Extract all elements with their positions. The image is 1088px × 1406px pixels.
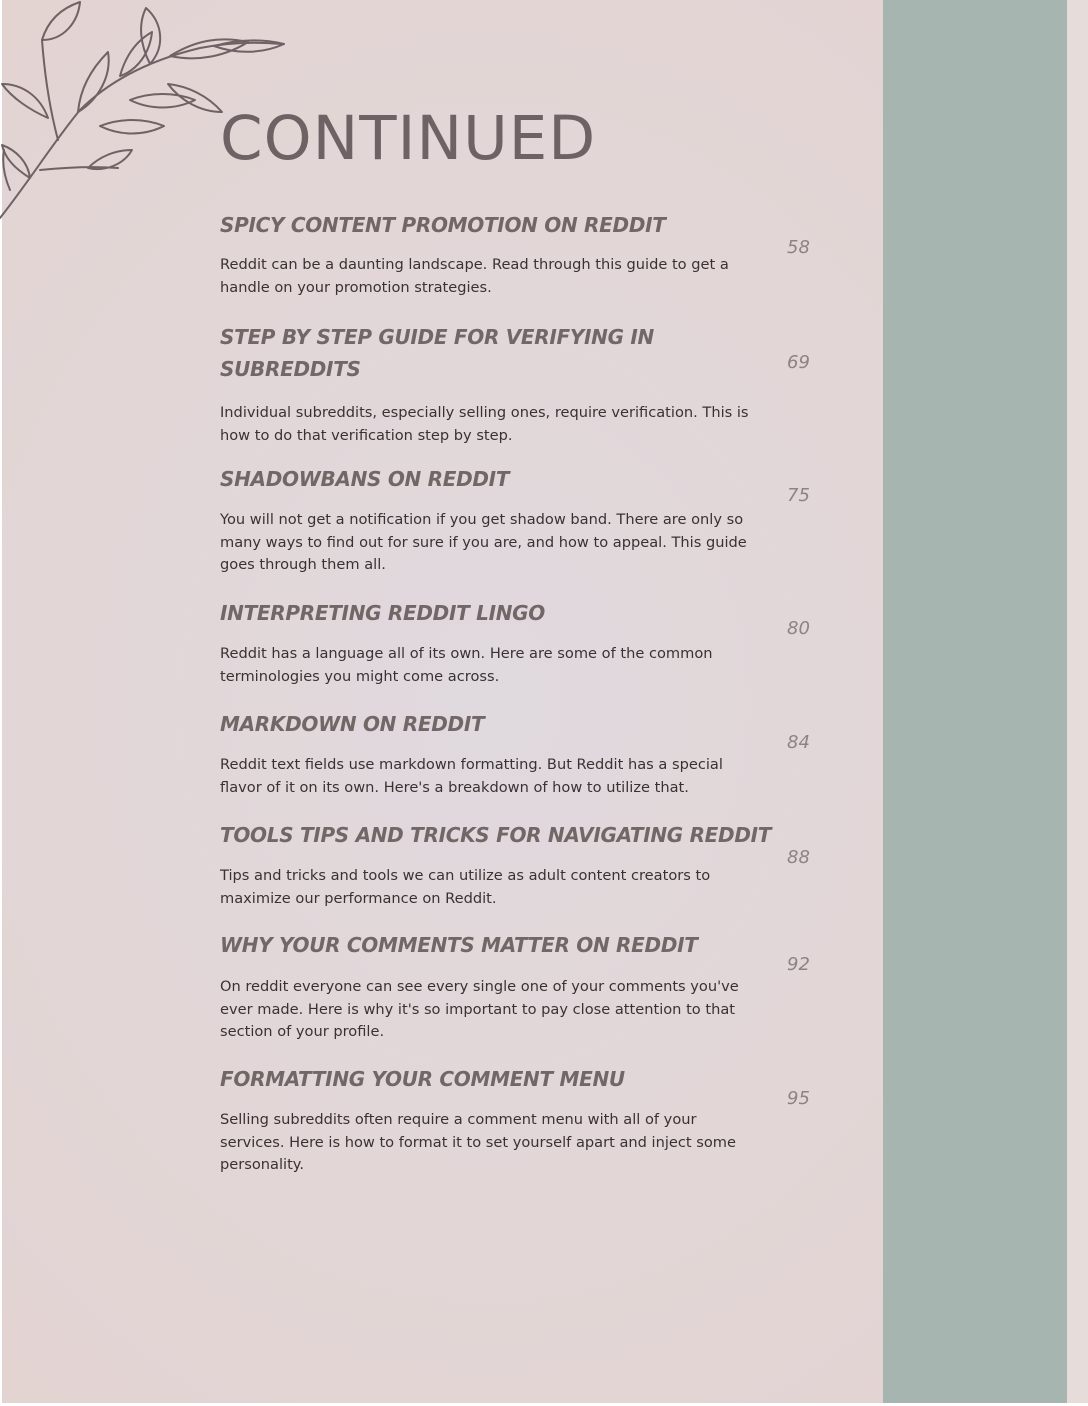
side-color-band bbox=[883, 0, 1067, 1404]
toc-page-number: 88 bbox=[787, 847, 810, 868]
toc-page-number: 84 bbox=[787, 732, 810, 753]
toc-entry-title: TOOLS TIPS AND TRICKS FOR NAVIGATING REDDIT bbox=[220, 823, 772, 847]
toc-entry[interactable] bbox=[220, 209, 760, 299]
toc-entry[interactable] bbox=[220, 819, 772, 910]
toc-entry[interactable] bbox=[220, 708, 760, 799]
toc-entry-title: FORMATTING YOUR COMMENT MENU bbox=[220, 1067, 625, 1091]
toc-page-number: 69 bbox=[787, 352, 810, 373]
toc-entry[interactable] bbox=[220, 463, 760, 577]
toc-entry-title: STEP BY STEP GUIDE FOR VERIFYING IN SUBREDDITS bbox=[220, 325, 654, 381]
toc-entry[interactable] bbox=[220, 321, 760, 447]
toc-entry-description: Individual subreddits, especially selling ones, require verification. This is how to do that verification step by step. bbox=[220, 404, 749, 444]
toc-entry-description: You will not get a notification if you get shadow band. There are only so many ways to find out for sure if you are, and how to appeal. This guide goes through them all. bbox=[220, 511, 747, 573]
toc-page-number: 75 bbox=[787, 485, 810, 506]
toc-entry[interactable] bbox=[220, 597, 760, 688]
toc-entry[interactable] bbox=[220, 929, 760, 1044]
toc-entry-description: Reddit has a language all of its own. Here are some of the common terminologies you might come across. bbox=[220, 645, 713, 685]
toc-entry-description: On reddit everyone can see every single one of your comments you've ever made. Here is why it's so important to pay close attention to that section of your profile. bbox=[220, 978, 739, 1040]
toc-page-number: 92 bbox=[787, 954, 810, 975]
toc-entry-description: Reddit can be a daunting landscape. Read through this guide to get a handle on your promotion strategies. bbox=[220, 256, 729, 296]
toc-entry-title: SPICY CONTENT PROMOTION ON REDDIT bbox=[220, 213, 666, 237]
toc-entry-title: WHY YOUR COMMENTS MATTER ON REDDIT bbox=[220, 933, 698, 957]
toc-page-number: 80 bbox=[787, 618, 810, 639]
toc-entry-title: INTERPRETING REDDIT LINGO bbox=[220, 601, 545, 625]
toc-entry-description: Selling subreddits often require a comment menu with all of your services. Here is how to format it to set yourself apart and inject some personality. bbox=[220, 1111, 737, 1173]
toc-page-number: 95 bbox=[787, 1088, 810, 1109]
toc-entry-description: Reddit text fields use markdown formatting. But Reddit has a special flavor of it on its own. Here's a breakdown of how to utilize that. bbox=[220, 756, 723, 796]
right-margin-strip bbox=[1067, 0, 1088, 1406]
toc-entry-title: SHADOWBANS ON REDDIT bbox=[220, 467, 510, 491]
toc-entry-description: Tips and tricks and tools we can utilize as adult content creators to maximize our performance on Reddit. bbox=[220, 867, 711, 907]
toc-page-number: 58 bbox=[787, 237, 810, 258]
toc-entry[interactable] bbox=[220, 1063, 760, 1177]
toc-entry-title: MARKDOWN ON REDDIT bbox=[220, 712, 485, 736]
page-title: CONTINUED bbox=[220, 103, 597, 174]
